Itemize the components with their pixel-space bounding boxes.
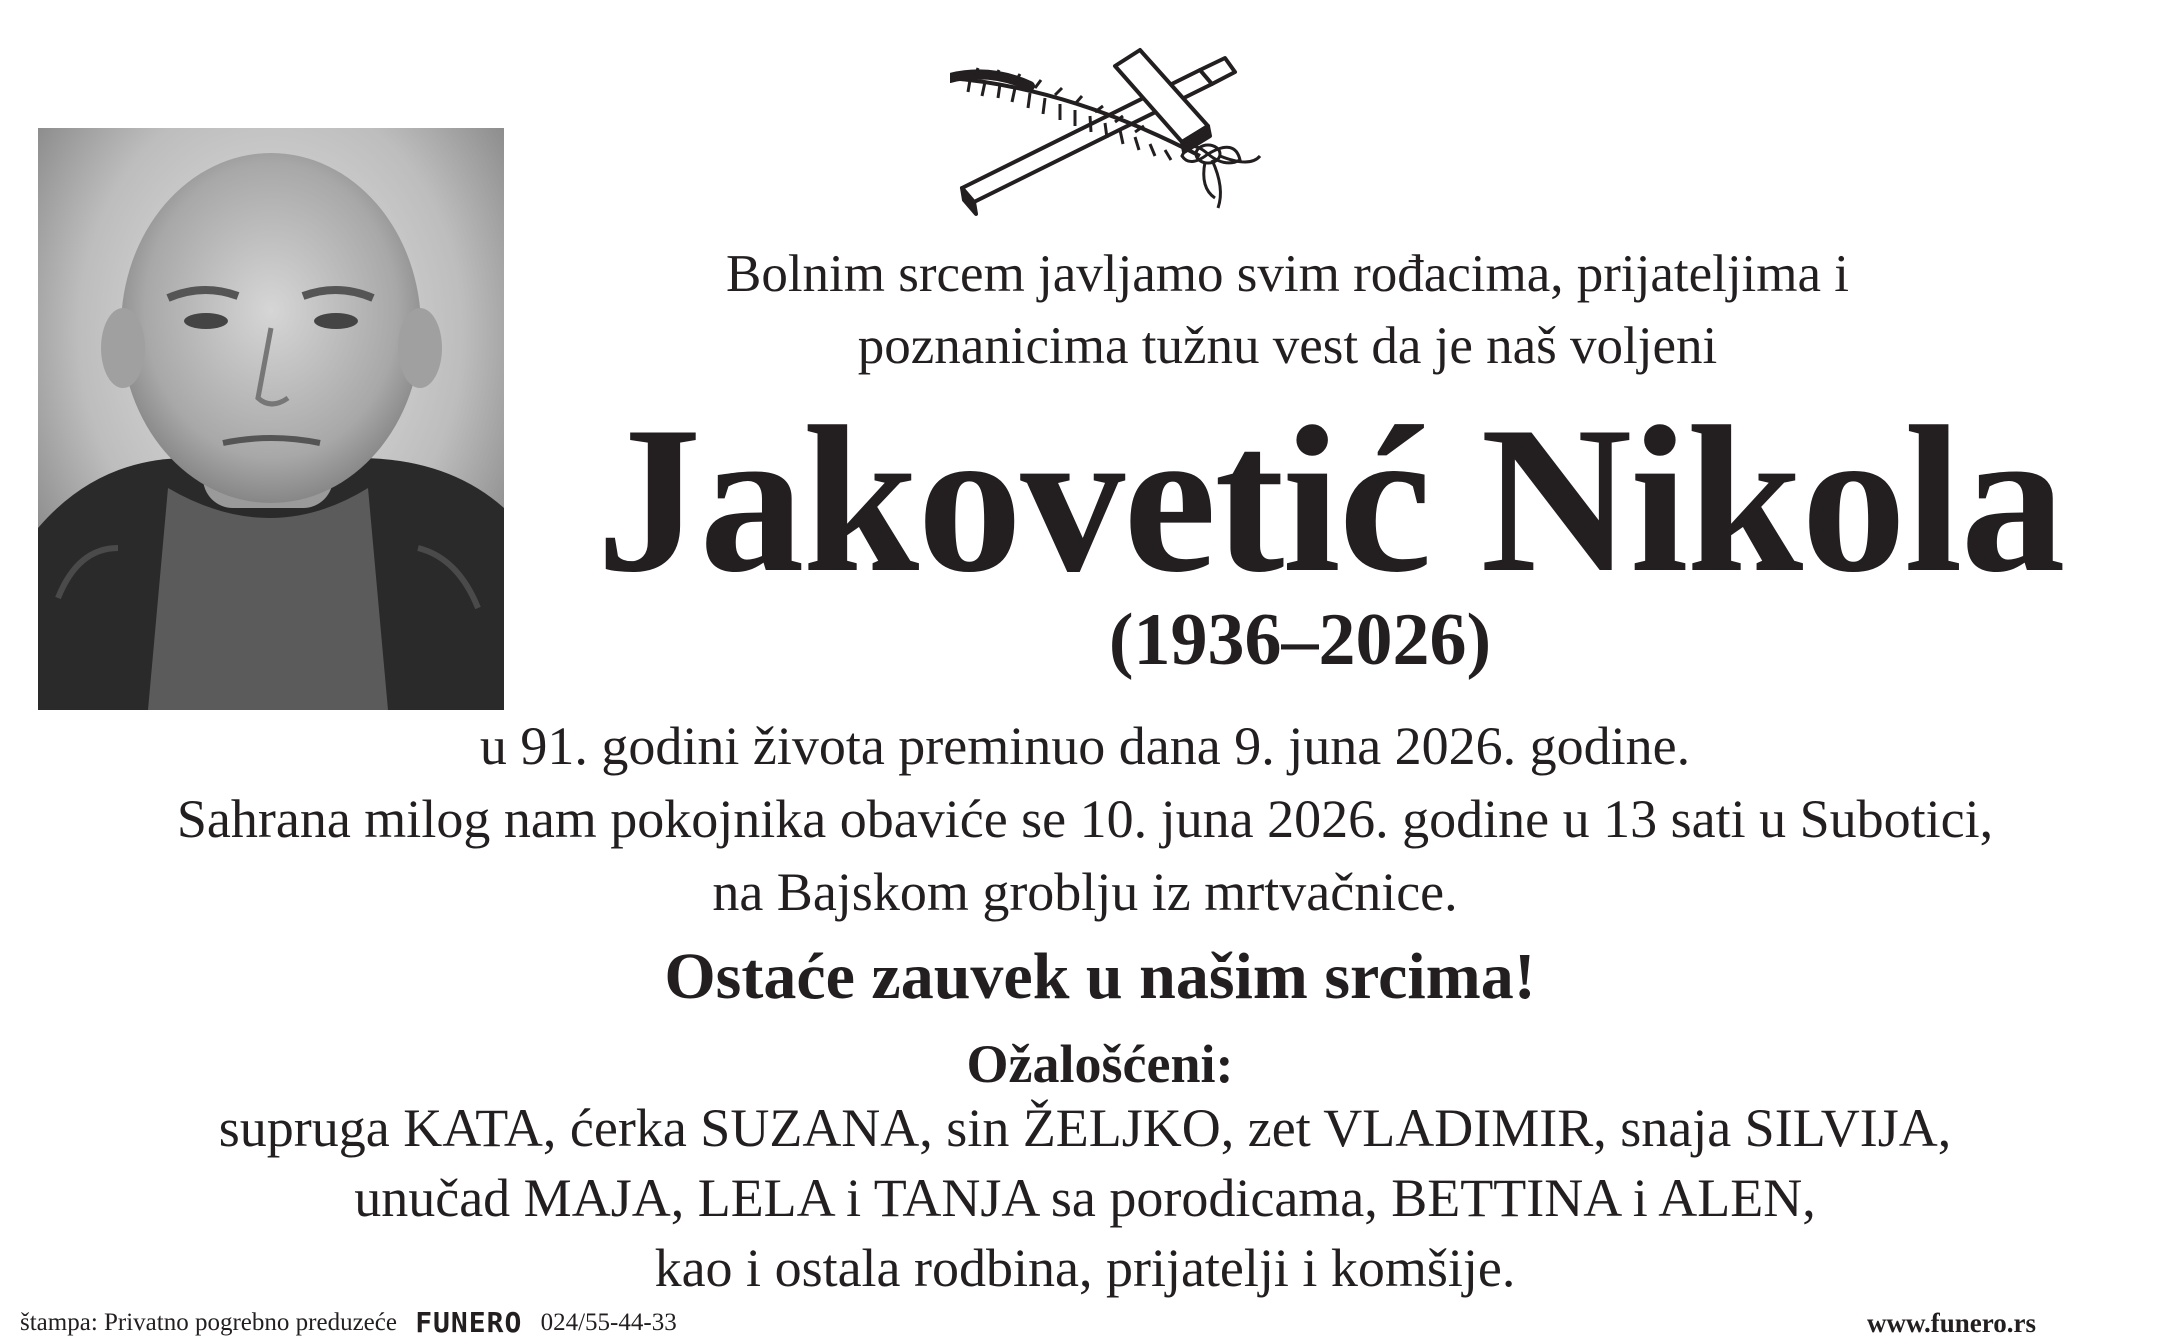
memorial-motto: Ostaće zauvek u našim srcima! xyxy=(664,940,1536,1013)
print-label: štampa: Privatno pogrebno preduzeće xyxy=(20,1309,397,1336)
mourners-line-1: supruga KATA, ćerka SUZANA, sin ŽELJKO, zet VLADIMIR, snaja SILVIJA, xyxy=(218,1098,1952,1158)
mourners-title: Ožalošćeni: xyxy=(966,1034,1234,1094)
death-info-line-2: Sahrana milog nam pokojnika obaviće se 10. juna 2026. godine u 13 sati u Subotici, xyxy=(176,789,1994,849)
life-years: (1936–2026) xyxy=(1108,599,1492,681)
funeral-details xyxy=(30,710,2140,929)
portrait-photo xyxy=(38,128,504,710)
mourners-list xyxy=(30,1093,2140,1303)
website-link[interactable]: www.funero.rs xyxy=(1866,1308,2036,1338)
cross-with-palm-branch-icon xyxy=(950,38,1310,228)
deceased-name: Jakovetić Nikola xyxy=(596,384,2064,616)
death-info-line-1: u 91. godini života preminuo dana 9. juna 2026. godine. xyxy=(479,716,1691,776)
mourners-line-3: kao i ostala rodbina, prijatelji i komšije. xyxy=(654,1238,1516,1298)
death-info-line-3: na Bajskom groblju iz mrtvačnice. xyxy=(712,862,1458,922)
intro-line-2: poznanicima tužnu vest da je naš voljeni xyxy=(857,317,1718,375)
print-credit xyxy=(20,1308,677,1338)
funero-logo: FUNERO xyxy=(415,1306,523,1339)
intro-line-1: Bolnim srcem javljamo svim rođacima, prijateljima i xyxy=(725,245,1850,303)
phone-number: 024/55-44-33 xyxy=(540,1309,677,1336)
mourners-line-2: unučad MAJA, LELA i TANJA sa porodicama, BETTINA i ALEN, xyxy=(354,1168,1816,1228)
announcement-intro xyxy=(560,238,2015,382)
